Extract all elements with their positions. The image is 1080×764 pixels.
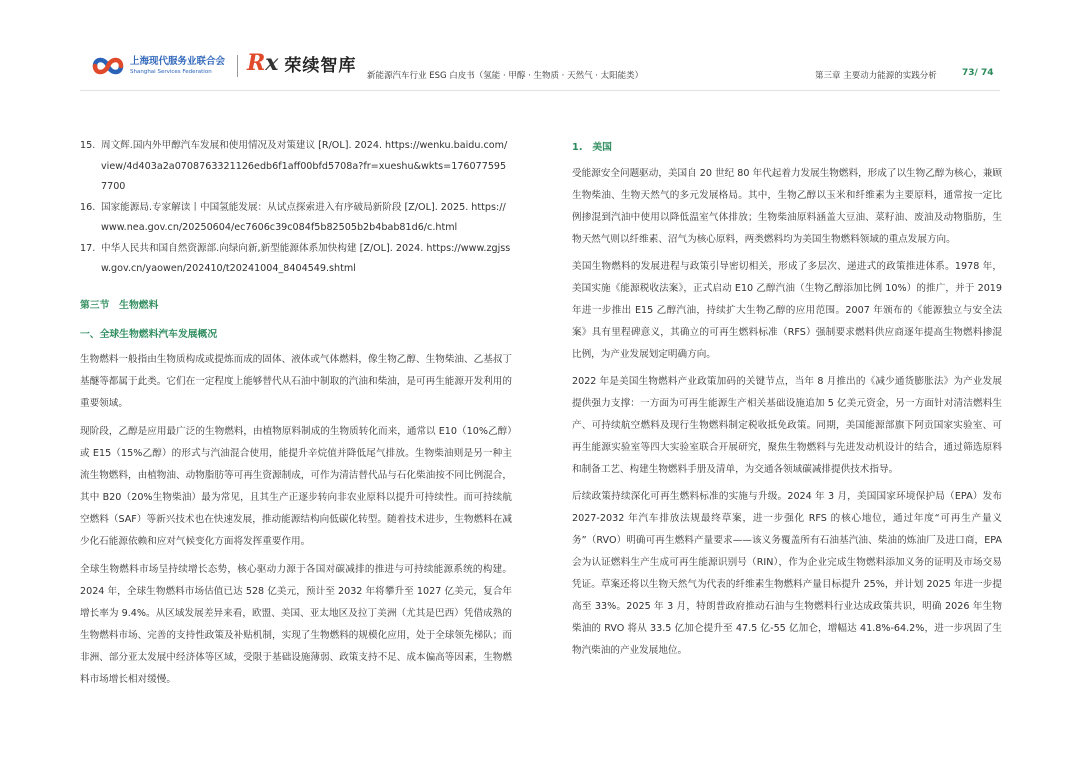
brand-name: 荣续智库 bbox=[284, 55, 357, 76]
logo-divider bbox=[237, 55, 238, 77]
reference-number: 15. bbox=[80, 140, 96, 151]
paragraph: 后续政策持续深化可再生燃料标准的实施与升级。2024 年 3 月，美国国家环境保护局（EPA）发布 2027-2032 年汽车排放法规最终草案，进一步强化 RFS 的核心地位，通过年度“可再生产量义务”（RVO）明确可再生燃料产量要求——该义务覆盖所有石油基汽油、柴油的炼油厂及进口商，EPA 会为认证燃料生产生成可再生能源识别号（RIN），作为企业完成生物燃料添加义务的证明及市场交易凭证。草案还将以生物天然气为代表的纤维素生物燃料产量目标提升 25%，并计划 2025 年进一步提高至 33%。2025 年 3 月，特朗普政府推动石油与生物燃料行业达成政策共识，明确 2026 年生物柴油的 RVO 将从 33.5 亿加仑提升至 47.5 亿-55 亿加仑，增幅达 41.8%-64.2%，进一步巩固了生物汽柴油的产业发展地位。 bbox=[572, 491, 1002, 656]
federation-name-cn: 上海现代服务业联合会 bbox=[130, 56, 226, 67]
reference-number: 17. bbox=[80, 242, 96, 254]
section-title: 第三节 生物燃料 bbox=[80, 299, 159, 311]
paragraph: 现阶段，乙醇是应用最广泛的生物燃料，由植物原料制成的生物质转化而来，通常以 E10（10%乙醇）或 E15（15%乙醇）的形式与汽油混合使用，能提升辛烷值并降低尾气排放。生物柴油则是另一种主流生物燃料，由植物油、动物脂肪等可再生资源制成，可作为清洁替代品与石化柴油按不同比例混合，其中 B20（20%生物柴油）最为常见，且其生产正逐步转向非农业原料以提升可持续性。而可持续航空燃料（SAF）等新兴技术也在快速发展，推动能源结构向低碳化转型。随着技术进步，生物燃料在减少化石能源依赖和应对气候变化方面将发挥重要作用。 bbox=[80, 425, 512, 547]
reference-text: 周文辉.国内外甲醇汽车发展和使用情况及对策建议 [R/OL]. 2024. https://wenku.baidu.com/view/4d403a2a0708763321126edb6f1aff00bfd5708a?fr=xueshu&wkts=1760775957700 bbox=[101, 140, 508, 192]
paragraph: 2022 年是美国生物燃料产业政策加码的关键节点，当年 8 月推出的《减少通货膨胀法》为产业发展提供强力支撑：一方面为可再生能源生产相关基础设施追加 5 亿美元资金，另一方面针对清洁燃料生产、可持续航空燃料及现行生物燃料制定税收抵免政策。同期，美国能源部旗下阿贡国家实验室、可再生能源实验室等四大实验室联合开展研究，聚焦生物燃料与先进发动机设计的结合，通过筛选原料和制备工艺、构建生物燃料手册及清单，为交通各领域碳减排提供技术指导。 bbox=[572, 376, 1002, 475]
chapter-title: 第三章 主要动力能源的实践分析 bbox=[815, 71, 937, 81]
reference-number: 16. bbox=[80, 201, 96, 213]
reference-item bbox=[80, 136, 512, 198]
subsection-title: 一、全球生物燃料汽车发展概况 bbox=[80, 328, 218, 340]
right-column bbox=[572, 138, 1002, 662]
paragraph: 美国生物燃料的发展进程与政策引导密切相关，形成了多层次、递进式的政策推进体系。1978 年，美国实施《能源税收法案》，正式启动 E10 乙醇汽油（生物乙醇添加比例 10%）的推广，并于 2019 年进一步推出 E15 乙醇汽油，持续扩大生物乙醇的应用范围。2007 年颁布的《能源独立与安全法案》具有里程碑意义，其确立的可再生燃料标准（RFS）强制要求燃料供应商逐年提高生物燃料掺混比例，为产业发展划定明确方向。 bbox=[572, 261, 1002, 360]
reference-item bbox=[80, 239, 512, 280]
federation-logo bbox=[92, 53, 225, 79]
rx-logo-icon: Rx bbox=[247, 50, 279, 76]
federation-logo-icon bbox=[92, 53, 124, 79]
paragraph: 生物燃料一般指由生物质构成或提炼而成的固体、液体或气体燃料，像生物乙醇、生物柴油、乙基叔丁基醚等都属于此类。它们在一定程度上能够替代从石油中制取的汽油和柴油，是可再生能源开发利用的重要领域。 bbox=[80, 353, 512, 409]
rx-logo bbox=[247, 50, 356, 76]
report-title: 新能源汽车行业 ESG 白皮书（氢能 · 甲醇 · 生物质 · 天然气 · 太阳能类） bbox=[367, 71, 644, 81]
header-rule bbox=[80, 90, 1000, 91]
subsection-title-usa: 1. 美国 bbox=[572, 142, 612, 153]
reference-text: 国家能源局.专家解读丨中国氢能发展：从试点探索进入有序破局新阶段 [Z/OL]. 2025. https://www.nea.gov.cn/20250604/ec7606c39c084f5b82505b2b4bab81d6/c.html bbox=[101, 201, 506, 233]
page-header bbox=[0, 0, 1080, 100]
reference-item bbox=[80, 198, 512, 239]
paragraph: 全球生物燃料市场呈持续增长态势，核心驱动力源于各国对碳减排的推进与可持续能源系统的构建。2024 年，全球生物燃料市场估值已达 528 亿美元，预计至 2032 年将攀升至 1027 亿美元，复合年增长率为 9.4%。从区域发展差异来看，欧盟、美国、亚太地区及拉丁美洲（尤其是巴西）凭借成熟的生物燃料市场、完善的支持性政策及补贴机制，实现了生物燃料的规模化应用，处于全球领先梯队；而非洲、部分亚太发展中经济体等区域，受限于基础设施薄弱、政策支持不足、成本偏高等因素，生物燃料市场增长相对缓慢。 bbox=[80, 563, 512, 685]
federation-name-en: Shanghai Services Federation bbox=[130, 69, 212, 75]
reference-text: 中华人民共和国自然资源部.向绿向新,新型能源体系加快构建 [Z/OL]. 2024. https://www.zgjssw.gov.cn/yaowen/202410/t20241004_8404549.shtml bbox=[101, 242, 511, 274]
paragraph: 受能源安全问题驱动，美国自 20 世纪 80 年代起着力发展生物燃料，形成了以生物乙醇为核心，兼顾生物柴油、生物天然气的多元发展格局。其中，生物乙醇以玉米和纤维素为主要原料，通常按一定比例掺混到汽油中使用以降低温室气体排放；生物柴油原料涵盖大豆油、菜籽油、废油及动物脂肪，生物天然气则以纤维素、沼气为核心原料，两类燃料均为美国生物燃料领域的重点发展方向。 bbox=[572, 168, 1002, 245]
page-number: 73/ 74 bbox=[962, 68, 994, 78]
left-column bbox=[80, 136, 512, 691]
